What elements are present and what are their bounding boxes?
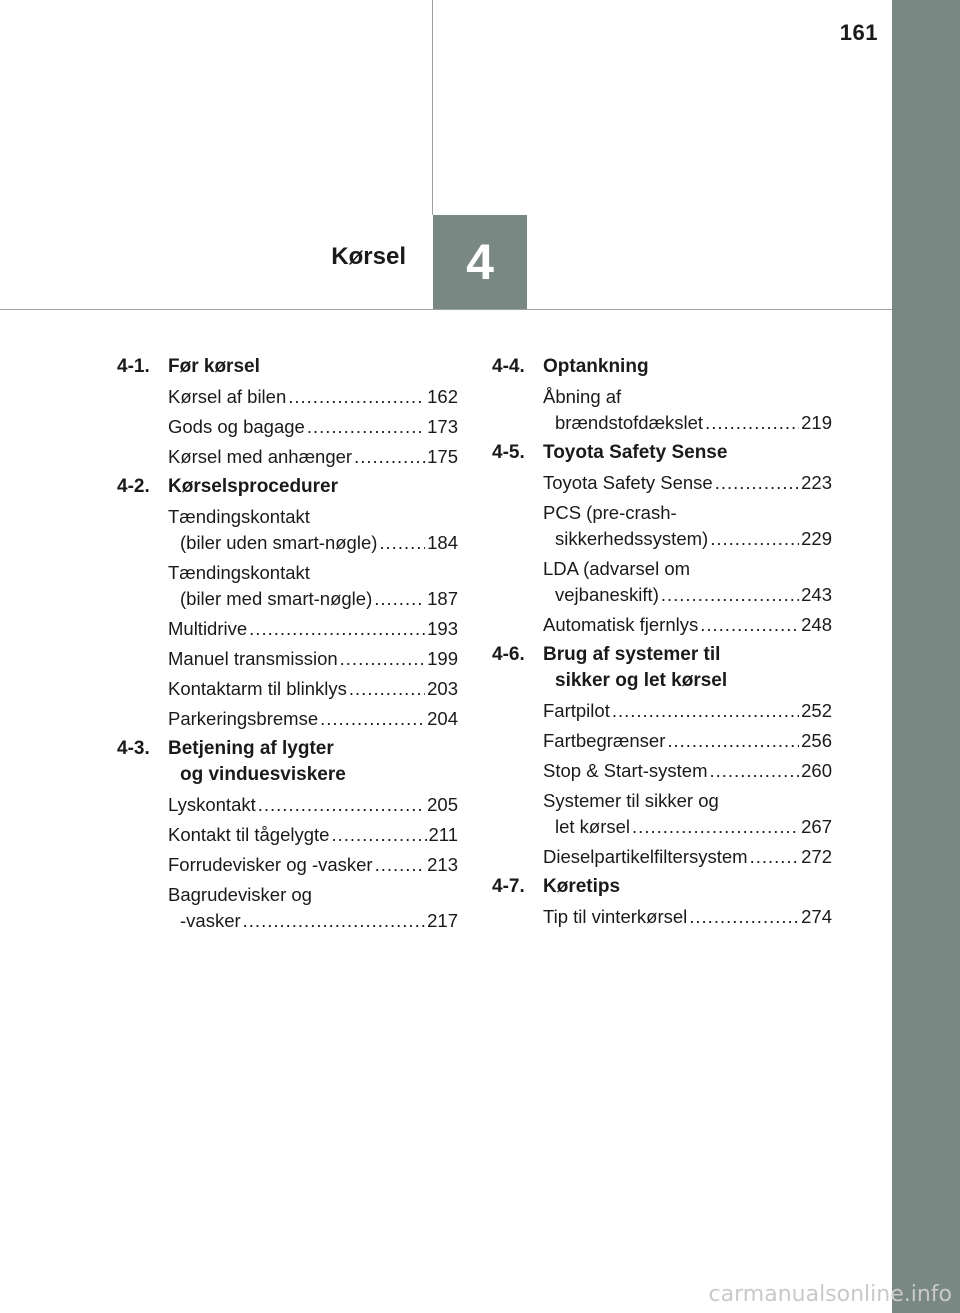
entry-title: -vasker (180, 910, 241, 931)
section-number: 4-2. (117, 476, 150, 497)
entry-title: Kørsel med anhænger (168, 446, 353, 467)
dot-leader (331, 822, 426, 848)
toc-entry[interactable] (168, 822, 458, 848)
entry-row (543, 904, 832, 930)
entry-page-number: 217 (427, 910, 458, 931)
toc-entry[interactable] (168, 676, 458, 702)
toc-entry[interactable] (168, 560, 458, 612)
entry-page-number: 229 (801, 528, 832, 549)
toc-entry[interactable] (168, 882, 458, 934)
toc-entry[interactable] (543, 500, 832, 552)
dot-leader (379, 530, 425, 556)
dot-leader (705, 410, 799, 436)
section-title (543, 440, 832, 466)
section-number: 4-4. (492, 356, 525, 377)
entry-title: Parkeringsbremse (168, 708, 319, 729)
entry-row (543, 844, 832, 870)
dot-leader (258, 792, 425, 818)
section-title-line: og vinduesviskere (180, 764, 346, 785)
entry-title: Fartpilot (543, 700, 610, 721)
toc-entry[interactable] (168, 384, 458, 410)
section-heading (492, 354, 832, 380)
entry-page-number: 175 (427, 446, 458, 467)
toc-section (117, 736, 458, 934)
entry-row (168, 616, 458, 642)
entry-text-line: Systemer til sikker og (543, 790, 719, 811)
section-title (168, 736, 458, 788)
entry-page-number: 260 (801, 760, 832, 781)
entry-row (168, 530, 458, 556)
horizontal-divider (0, 309, 892, 310)
section-title (543, 874, 832, 900)
entry-title: (biler med smart-nøgle) (180, 588, 373, 609)
entry-row (168, 444, 458, 470)
entry-row (543, 612, 832, 638)
toc-column-right (492, 354, 832, 934)
entry-title: Kontakt til tågelygte (168, 824, 330, 845)
entry-title: brændstofdækslet (555, 412, 704, 433)
dot-leader (700, 612, 799, 638)
section-title (168, 354, 458, 380)
entry-row (543, 698, 832, 724)
toc-entry[interactable] (168, 706, 458, 732)
entry-page-number: 205 (427, 794, 458, 815)
entry-page-number: 248 (801, 614, 832, 635)
page-number: 161 (839, 20, 878, 45)
chapter-side-tab (892, 0, 960, 1313)
dot-leader (632, 814, 799, 840)
section-title-line: Betjening af lygter (168, 738, 334, 759)
dot-leader (288, 384, 425, 410)
entry-page-number: 219 (801, 412, 832, 433)
entry-title: Stop & Start-system (543, 760, 708, 781)
dot-leader (243, 908, 425, 934)
section-title-line: sikker og let kørsel (555, 670, 728, 691)
dot-leader (710, 758, 800, 784)
dot-leader (374, 586, 425, 612)
dot-leader (307, 414, 425, 440)
toc-entry[interactable] (168, 646, 458, 672)
section-number: 4-5. (492, 442, 525, 463)
entry-page-number: 184 (427, 532, 458, 553)
toc-section (492, 874, 832, 930)
section-heading (492, 642, 832, 694)
entry-text-line: PCS (pre-crash- (543, 502, 677, 523)
dot-leader (689, 904, 799, 930)
section-title-line: Køretips (543, 876, 621, 897)
entry-row (168, 792, 458, 818)
toc-entry[interactable] (543, 788, 832, 840)
dot-leader (667, 728, 799, 754)
entry-row (168, 852, 458, 878)
vertical-divider (432, 0, 433, 215)
section-number: 4-6. (492, 644, 525, 665)
entry-row (543, 814, 832, 840)
entry-row (168, 706, 458, 732)
entry-page-number: 173 (427, 416, 458, 437)
entry-page-number: 204 (427, 708, 458, 729)
entry-page-number: 243 (801, 584, 832, 605)
section-heading (492, 874, 832, 900)
chapter-title: Kørsel (331, 243, 406, 270)
entry-title: Gods og bagage (168, 416, 305, 437)
toc-entry[interactable] (168, 444, 458, 470)
entry-title: Tip til vinterkørsel (543, 906, 688, 927)
entry-title: Forrudevisker og -vasker (168, 854, 373, 875)
toc-entry[interactable] (168, 852, 458, 878)
section-heading (117, 474, 458, 500)
section-title-line: Før kørsel (168, 356, 260, 377)
entry-page-number: 193 (427, 618, 458, 639)
toc-entry[interactable] (168, 616, 458, 642)
entry-page-number: 267 (801, 816, 832, 837)
toc-section (492, 354, 832, 436)
chapter-number: 4 (466, 234, 494, 290)
entry-row (168, 646, 458, 672)
section-title (543, 354, 832, 380)
entry-row (543, 410, 832, 436)
section-number: 4-3. (117, 738, 150, 759)
entry-page-number: 223 (801, 472, 832, 493)
entry-row (543, 526, 832, 552)
section-title-line: Brug af systemer til (543, 644, 721, 665)
dot-leader (612, 698, 799, 724)
section-title-line: Kørselsprocedurer (168, 476, 339, 497)
dot-leader (349, 676, 425, 702)
toc-section (117, 474, 458, 732)
section-heading (117, 354, 458, 380)
entry-page-number: 211 (428, 824, 458, 845)
entry-row (543, 728, 832, 754)
entry-page-number: 256 (801, 730, 832, 751)
toc-entry[interactable] (168, 504, 458, 556)
toc-entry[interactable] (543, 470, 832, 496)
entry-text-line: LDA (advarsel om (543, 558, 691, 579)
entry-title: Kørsel af bilen (168, 386, 287, 407)
entry-row (543, 582, 832, 608)
toc-section (492, 642, 832, 870)
entry-row (543, 758, 832, 784)
toc-entry[interactable] (168, 792, 458, 818)
toc-section (117, 354, 458, 470)
entry-title: Manuel transmission (168, 648, 338, 669)
dot-leader (710, 526, 799, 552)
entry-row (168, 822, 458, 848)
dot-leader (354, 444, 425, 470)
entry-row (168, 586, 458, 612)
entry-title: Kontaktarm til blinklys (168, 678, 347, 699)
entry-text-line: Tændingskontakt (168, 562, 310, 583)
entry-row (168, 676, 458, 702)
chapter-number-box (433, 215, 527, 309)
section-title-line: Optankning (543, 356, 649, 377)
entry-title: let kørsel (555, 816, 631, 837)
entry-page-number: 203 (427, 678, 458, 699)
dot-leader (249, 616, 425, 642)
entry-title: vejbaneskift) (555, 584, 659, 605)
toc-entry[interactable] (543, 728, 832, 754)
dot-leader (340, 646, 425, 672)
toc-entry[interactable] (543, 844, 832, 870)
section-title-line: Toyota Safety Sense (543, 442, 728, 463)
section-number: 4-1. (117, 356, 150, 377)
section-number: 4-7. (492, 876, 525, 897)
section-title (168, 474, 458, 500)
toc-entry[interactable] (543, 612, 832, 638)
entry-page-number: 162 (427, 386, 458, 407)
toc-entry[interactable] (543, 904, 832, 930)
dot-leader (320, 706, 425, 732)
section-heading (492, 440, 832, 466)
dot-leader (715, 470, 799, 496)
entry-title: Dieselpartikelfiltersystem (543, 846, 748, 867)
entry-title: Fartbegrænser (543, 730, 666, 751)
entry-row (168, 908, 458, 934)
toc-entry[interactable] (543, 556, 832, 608)
dot-leader (750, 844, 800, 870)
entry-title: Toyota Safety Sense (543, 472, 713, 493)
entry-page-number: 187 (427, 588, 458, 609)
dot-leader (661, 582, 799, 608)
toc-entry[interactable] (168, 414, 458, 440)
entry-page-number: 272 (801, 846, 832, 867)
entry-text-line: Tændingskontakt (168, 506, 310, 527)
entry-title: sikkerhedssystem) (555, 528, 709, 549)
entry-row (168, 384, 458, 410)
entry-page-number: 213 (427, 854, 458, 875)
toc-entry[interactable] (543, 384, 832, 436)
toc-entry[interactable] (543, 698, 832, 724)
toc-column-left (117, 354, 458, 938)
entry-row (168, 414, 458, 440)
dot-leader (375, 852, 426, 878)
entry-title: (biler uden smart-nøgle) (180, 532, 378, 553)
entry-page-number: 274 (801, 906, 832, 927)
entry-page-number: 252 (801, 700, 832, 721)
entry-title: Lyskontakt (168, 794, 256, 815)
entry-title: Automatisk fjernlys (543, 614, 699, 635)
watermark: carmanualsonline.info (708, 1282, 952, 1307)
entry-page-number: 199 (427, 648, 458, 669)
section-heading (117, 736, 458, 788)
entry-text-line: Bagrudevisker og (168, 884, 312, 905)
toc-entry[interactable] (543, 758, 832, 784)
entry-text-line: Åbning af (543, 386, 622, 407)
toc-section (492, 440, 832, 638)
section-title (543, 642, 832, 694)
entry-row (543, 470, 832, 496)
entry-title: Multidrive (168, 618, 248, 639)
